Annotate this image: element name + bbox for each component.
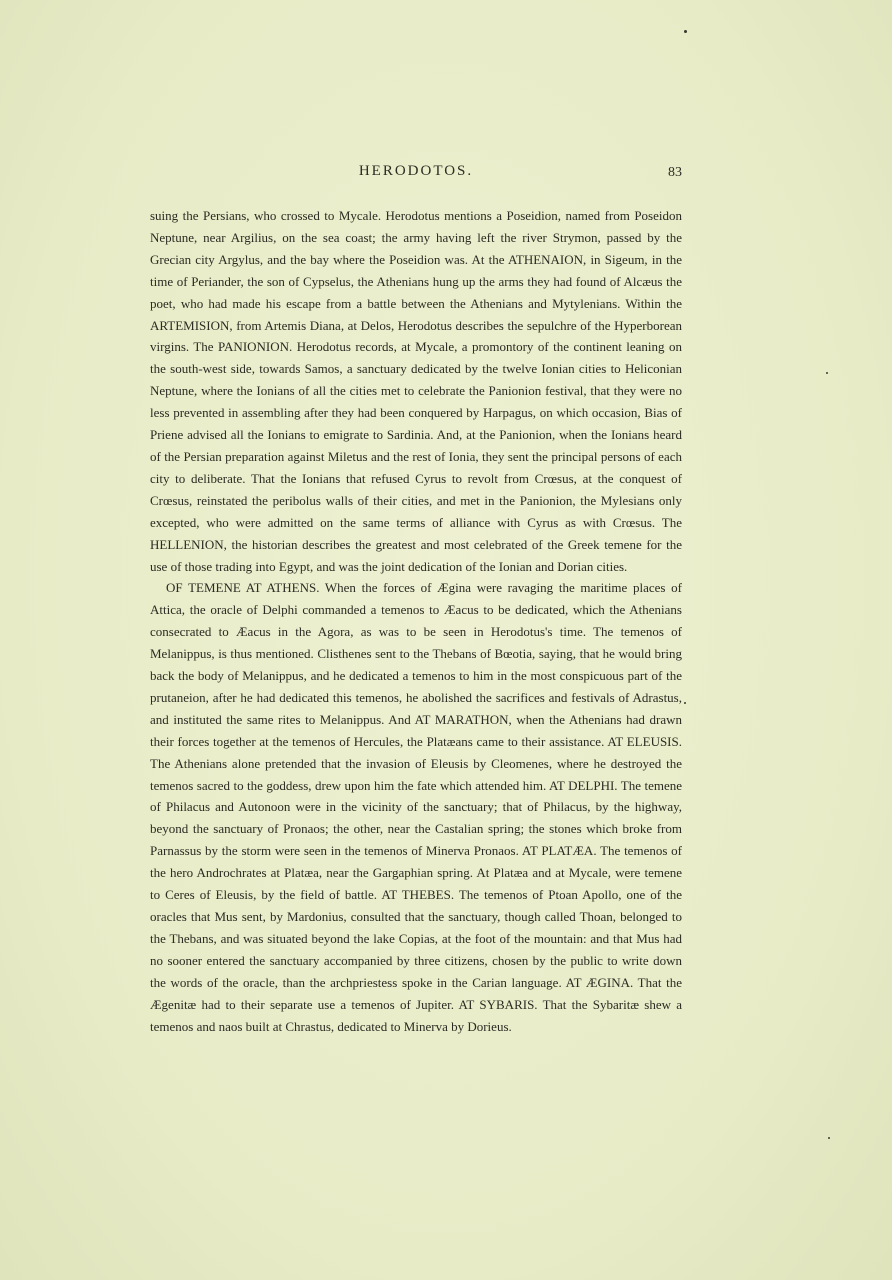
paper-speck <box>684 30 687 33</box>
paper-speck <box>826 372 828 374</box>
body-text <box>150 205 682 1037</box>
page-number: 83 <box>668 165 682 180</box>
paragraph-continuation: suing the Persians, who crossed to Mycale. Herodotus mentions a Poseidion, named from Poseidon Neptune, near Argilius, on the sea coast; the army having left the river Strymon, passed by the Grecian city Argylus, and the bay where the Poseidion was. At the ATHENAION, in Sigeum, in the time of Periander, the son of Cypselus, the Athenians hung up the arms they had found of Alcæus the poet, who had made his escape from a battle between the Athenians and Mytylenians. Within the ARTEMISION, from Artemis Diana, at Delos, Herodotus describes the sepulchre of the Hyperborean virgins. The PANIONION. Herodotus records, at Mycale, a promontory of the continent leaning on the south-west side, towards Samos, a sanctuary dedicated by the twelve Ionian cities to Heliconian Neptune, where the Ionians of all the cities met to celebrate the Panionion festival, that they were no less prevented in assembling after they had been conquered by Harpagus, on which occasion, Bias of Priene advised all the Ionians to emigrate to Sardinia. And, at the Panionion, when the Ionians heard of the Persian preparation against Miletus and the rest of Ionia, they sent the principal persons of each city to deliberate. That the Ionians that refused Cyrus to revolt from Crœsus, at the conquest of Crœsus, reinstated the peribolus walls of their cities, and met in the Panionion, the Mylesians only excepted, who were admitted on the same terms of alliance with Cyrus as with Crœsus. The HELLENION, the historian describes the greatest and most celebrated of the Greek temene for the use of those trading into Egypt, and was the joint dedication of the Ionian and Dorian cities. <box>150 208 682 574</box>
running-head <box>150 163 682 185</box>
paper-speck <box>684 702 686 704</box>
paper-speck <box>828 1137 830 1139</box>
running-title: HERODOTOS. <box>358 163 474 179</box>
paragraph-temene-athens: OF TEMENE AT ATHENS. When the forces of Ægina were ravaging the maritime places of Attica, the oracle of Delphi commanded a temenos to Æacus to be dedicated, which the Athenians consecrated to Æacus in the Agora, as was to be seen in Herodotus's time. The temenos of Melanippus, is thus mentioned. Clisthenes sent to the Thebans of Bœotia, saying, that he would bring back the body of Melanippus, and he dedicated a temenos to him in the most conspicuous part of the prutaneion, after he had dedicated this temenos, he abolished the sacrifices and festivals of Adrastus, and instituted the same rites to Melanippus. And AT MARATHON, when the Athenians had drawn their forces together at the temenos of Hercules, the Platæans came to their assistance. AT ELEUSIS. The Athenians alone pretended that the invasion of Eleusis by Cleomenes, where he destroyed the temenos sacred to the goddess, drew upon him the fate which attended him. AT DELPHI. The temene of Philacus and Autonoon were in the vicinity of the sanctuary; that of Philacus, by the highway, beyond the sanctuary of Pronaos; the other, near the Castalian spring; the stones which broke from Parnassus by the storm were seen in the temenos of Minerva Pronaos. AT PLATÆA. The temenos of the hero Androchrates at Platæa, near the Gargaphian spring. At Platæa and at Mycale, were temene to Ceres of Eleusis, by the field of battle. AT THEBES. The temenos of Ptoan Apollo, one of the oracles that Mus sent, by Mardonius, consulted that the sanctuary, though called Thoan, belonged to the Thebans, and was situated beyond the lake Copias, at the foot of the mountain: and that Mus had no sooner entered the sanctuary accompanied by three citizens, chosen by the public to write down the words of the oracle, than the archpriestess spoke in the Carian language. AT ÆGINA. That the Ægenitæ had to their separate use a temenos of Jupiter. AT SYBARIS. That the Sybaritæ shew a temenos and naos built at Chrastus, dedicated to Minerva by Dorieus. <box>150 580 682 1034</box>
